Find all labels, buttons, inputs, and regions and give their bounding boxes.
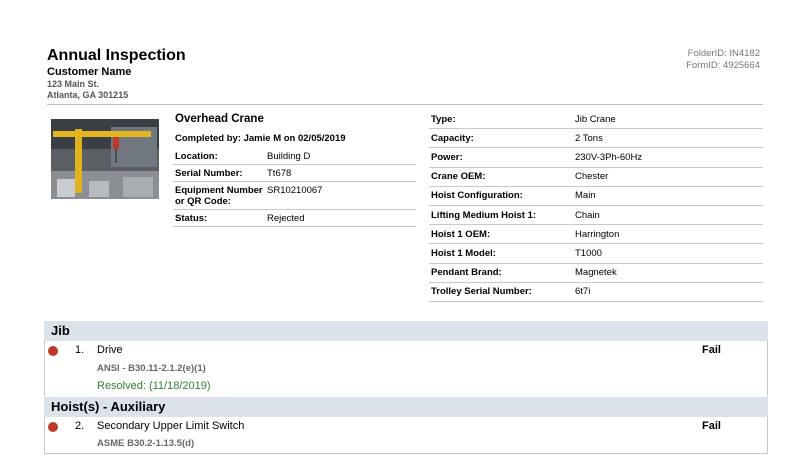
- asset-title: Overhead Crane: [175, 113, 264, 125]
- spec-label: Hoist Configuration:: [431, 190, 523, 202]
- section-border-right: [767, 417, 768, 454]
- spec-value: Chain: [575, 209, 600, 221]
- item-number: 2.: [75, 420, 85, 432]
- spec-value: Main: [575, 190, 596, 202]
- spec-crane-oem: [429, 168, 763, 187]
- item-result: Fail: [702, 420, 721, 432]
- address-line-2: Atlanta, GA 301215: [47, 90, 129, 100]
- field-value: SR10210067: [267, 185, 323, 196]
- completed-by: Completed by: Jamie M on 02/05/2019: [175, 133, 346, 144]
- spec-value: Chester: [575, 171, 609, 183]
- spec-label: Power:: [431, 151, 463, 163]
- form-ids: [686, 48, 760, 72]
- spec-hoist-configuration: [429, 187, 763, 206]
- spec-label: Hoist 1 OEM:: [431, 228, 491, 240]
- spec-type: [429, 110, 763, 129]
- spec-value: Magnetek: [575, 267, 617, 279]
- field-label: Location:: [175, 151, 218, 162]
- asset-specs: [429, 110, 763, 302]
- section-header-hoists-auxiliary: Hoist(s) - Auxiliary: [44, 397, 768, 417]
- spec-label: Trolley Serial Number:: [431, 286, 532, 298]
- field-label: Serial Number:: [175, 168, 243, 179]
- item-name[interactable]: Drive: [97, 344, 123, 356]
- crane-photo[interactable]: [51, 119, 159, 199]
- field-value: Building D: [267, 151, 311, 162]
- spec-pendant-brand: [429, 264, 763, 283]
- spec-value: Harrington: [575, 228, 620, 240]
- field-value: Tt678: [267, 168, 292, 179]
- field-label: Equipment Number or QR Code:: [175, 185, 263, 207]
- item-reference: ASME B30.2-1.13.5(d): [97, 438, 195, 449]
- spec-label: Type:: [431, 113, 456, 125]
- address-line-1: 123 Main St.: [47, 79, 100, 89]
- item-name[interactable]: Secondary Upper Limit Switch: [97, 420, 245, 432]
- spec-hoist-model: [429, 244, 763, 263]
- spec-power: [429, 148, 763, 167]
- field-label: Status:: [175, 213, 208, 224]
- customer-name: Customer Name: [47, 66, 132, 78]
- spec-trolley-serial: [429, 283, 763, 302]
- spec-capacity: [429, 129, 763, 148]
- item-reference: ANSI - B30.11-2.1.2(e)(1): [97, 363, 206, 374]
- fail-status-icon: [48, 346, 58, 356]
- field-serial-number: [173, 165, 416, 182]
- spec-lifting-medium: [429, 206, 763, 225]
- folder-id: FolderID: IN4182: [687, 48, 760, 59]
- spec-value: 6t7i: [575, 286, 591, 298]
- spec-hoist-oem: [429, 225, 763, 244]
- crane-illustration: [51, 119, 159, 199]
- header-divider: [47, 104, 763, 105]
- item-number: 1.: [75, 344, 85, 356]
- section-border-right: [767, 341, 768, 396]
- asset-fields: [173, 148, 416, 227]
- field-value: Rejected: [267, 213, 305, 224]
- item-result: Fail: [702, 344, 721, 356]
- spec-value: 230V-3Ph-60Hz: [575, 151, 643, 163]
- section-header-jib: Jib: [44, 321, 768, 341]
- spec-value: T1000: [575, 247, 602, 259]
- field-status: [173, 210, 416, 227]
- fail-status-icon: [48, 422, 58, 432]
- section-border-bottom: [44, 453, 768, 454]
- spec-label: Lifting Medium Hoist 1:: [431, 209, 537, 221]
- report-title: Annual Inspection: [47, 47, 186, 64]
- spec-value: 2 Tons: [575, 132, 603, 144]
- spec-label: Hoist 1 Model:: [431, 247, 496, 259]
- section-border-left: [44, 417, 45, 454]
- field-equipment-number: [173, 182, 416, 210]
- item-resolved: Resolved: (11/18/2019): [97, 380, 211, 392]
- spec-label: Capacity:: [431, 132, 474, 144]
- spec-label: Pendant Brand:: [431, 267, 502, 279]
- field-location: [173, 148, 416, 165]
- section-border-left: [44, 341, 45, 396]
- form-id: FormID: 4925664: [686, 60, 760, 71]
- spec-value: Jib Crane: [575, 113, 616, 125]
- spec-label: Crane OEM:: [431, 171, 486, 183]
